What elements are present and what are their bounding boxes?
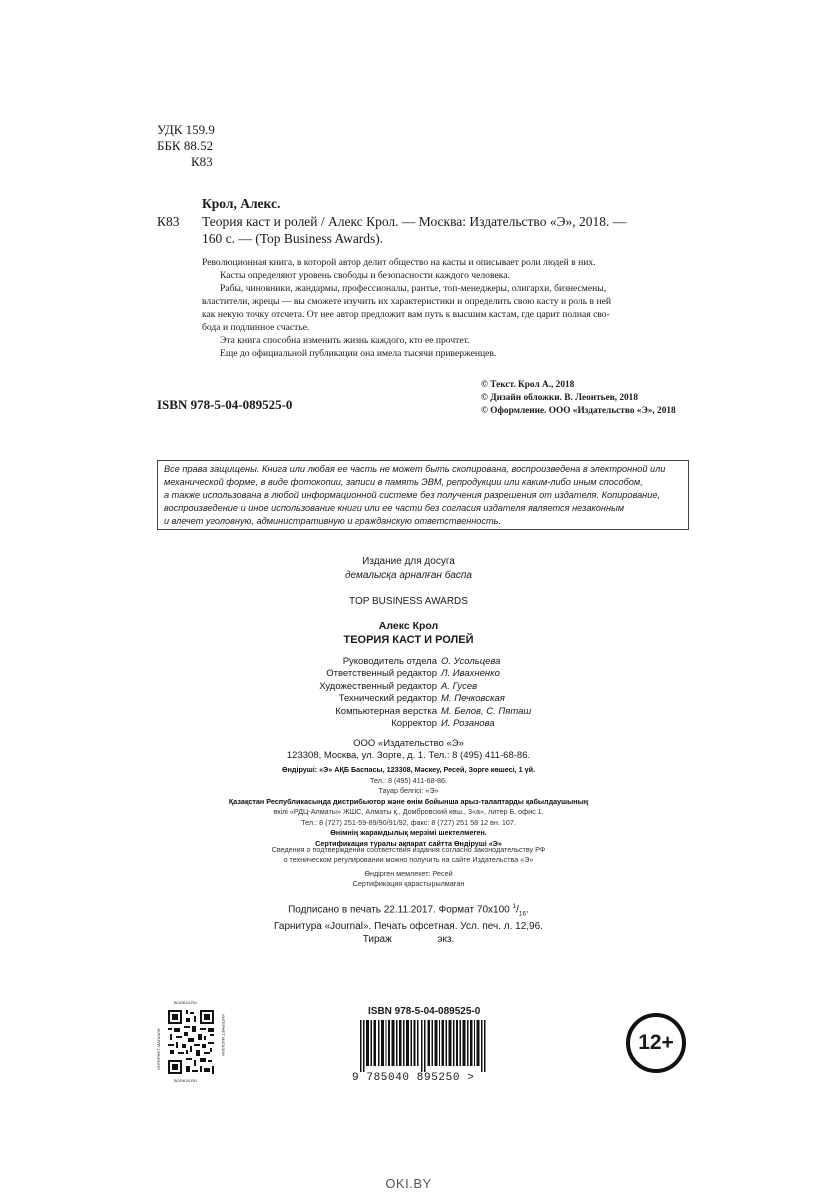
edition-type-ru: Издание для досуга [362,556,455,567]
credit-name: М. Печковская [441,693,505,705]
copyright-design: © Дизайн обложки. В. Леонтьев, 2018 [481,393,638,403]
cert-line: о техническом регулировании можно получить на сайте Издательства «Э» [283,855,534,864]
barcode-digits: 9 785040 895250 > [352,1072,475,1084]
annotation [202,256,690,360]
kz-line: Тел.: 8 (495) 411-68-86. [370,775,447,785]
kz-line: Сертификация туралы ақпарат сайтта Өндіруші «Э» [315,838,502,848]
credit-name: Л. Ивахненко [441,668,500,680]
print-signed: Подписано в печать 22.11.2017. Формат 70x100 [288,904,510,916]
publisher-block [0,738,817,763]
annotation-line: Еще до официальной публикации она имела тысячи приверженцев. [220,348,497,359]
certification-info [0,845,817,865]
kazakh-info-block [0,765,817,849]
print-info [0,900,817,946]
qr-code-icon [166,1008,216,1076]
origin-line: Өндірген мемлекет: Ресей [364,869,453,878]
credit-row [0,668,817,680]
series-name: TOP BUSINESS AWARDS [349,596,468,607]
bibliography-line-2: 160 с. — (Top Business Awards). [202,231,384,246]
qr-label-left: ИНТЕРНЕТ-МАГАЗИН [156,1028,161,1070]
kz-line: Тауар белгісі: «Э» [378,786,439,795]
credit-role: Ответственный редактор [326,668,437,680]
origin-info [0,869,817,889]
classification-block [157,122,215,170]
rights-line: механической форме, в виде фотокопии, записи в память ЭВМ, репродукции или каким-либо иным способом, [164,477,643,487]
typeface-line: Гарнитура «Journal». Печать офсетная. Усл. печ. л. 12,96. [274,921,543,933]
publisher-address: 123308, Москва, ул. Зорге, д. 1. Тел.: 8 (495) 411-68-86. [286,750,531,762]
copyright-text: © Текст. Крол А., 2018 [481,380,575,390]
cert-line: Сведения о подтверждении соответствия издания согласно законодательству РФ [271,845,546,854]
kz-line: Қазақстан Республикасында дистрибьютор және өнім бойынша арыз-талаптарды қабылдаушының [228,796,589,806]
format-denominator: 16 [518,910,527,918]
credit-role: Художественный редактор [319,680,437,692]
author-sign: К83 [191,154,213,169]
credit-row [0,656,817,668]
print-signed-line: Подписано в печать 22.11.2017. Формат 70x100 $^1/_{16}$. [288,903,529,918]
credit-name: А. Гусев [441,680,478,692]
credit-name: М. Белов, С. Пяташ [441,705,532,717]
circulation-unit: экз. [437,934,455,946]
credit-row [0,693,817,705]
annotation-line: Революционная книга, в которой автор делит общество на касты и описывает роли людей в них. [202,257,596,268]
barcode-isbn: ISBN 978-5-04-089525-0 [368,1006,481,1017]
annotation-line: Рабы, чиновники, жандармы, профессионалы, рантье, топ-менеджеры, олигархи, бизнесмены, [220,283,607,294]
bibliography-line-1: Теория каст и ролей / Алекс Крол. — Москва: Издательство «Э», 2018. — [202,214,627,229]
credit-name: И. Розанова [441,718,495,730]
rights-line: а также использована в любой информационной системе без получения разрешения от издателя. Копирование, [164,490,661,500]
annotation-line: как некую точку отсчета. От нее автор предложит вам путь к высшим кастам, где царит полная сво- [202,309,610,320]
credit-role: Компьютерная верстка [335,705,437,717]
kz-line: Тел.: 8 (727) 251-59-89/90/91/92, факс: 8 (727) 251 58 12 вн. 107. [301,817,516,827]
credit-row [0,681,817,693]
bibliography-author-sign: К83 [157,214,180,229]
circulation-label: Тираж [362,934,392,946]
barcode-block [352,1006,500,1088]
kz-line: Өндіруші: «Э» АҚБ Баспасы, 123308, Мәскеу, Ресей, Зорге көшесі, 1 үй. [281,765,536,774]
rights-line: и влечет уголовную, административную и гражданскую ответственность. [164,516,502,526]
isbn: ISBN 978-5-04-089525-0 [157,397,293,412]
book-title: ТЕОРИЯ КАСТ И РОЛЕЙ [343,634,474,646]
kz-line: Өнімнің жарамдылық мерзімі шектелмеген. [330,828,487,837]
qr-label-bottom: BOOK24.RU [174,1078,197,1083]
credit-name: О. Усольцева [441,656,501,667]
bbk-code: ББК 88.52 [157,138,214,153]
qr-label-right: ИНТЕРНЕТ-МАГАЗИН [221,1014,226,1056]
rights-notice-box [157,460,689,530]
format-numerator: 1 [512,903,517,910]
barcode-icon [360,1020,490,1072]
credit-role: Корректор [391,718,437,730]
rights-line: воспроизведение и иное использование книги или ее части без согласия издателя является незаконным [164,503,625,513]
annotation-line: Касты определяют уровень свободы и безопасности каждого человека. [220,270,510,281]
age-rating-badge: 12+ [626,1013,686,1073]
annotation-line: властители, жрецы — вы сможете изучить их характеристики и определить свою касту и роль в ней [202,296,611,307]
annotation-line: Эта книга способна изменить жизнь каждого, кто ее прочтет. [220,335,470,346]
circulation-line [0,933,817,946]
qr-code-block [156,1000,224,1084]
annotation-line: бода и подлинное счастье. [202,322,310,333]
edition-type-kz: демалысқа арналған баспа [345,570,472,581]
credits-list [0,656,817,730]
credit-role: Технический редактор [338,693,437,705]
udk-code: УДК 159.9 [157,122,215,137]
watermark: OKI.BY [385,1176,432,1191]
kz-line: өкілі «РДЦ-Алматы» ЖШС, Алматы қ., Домбровский көш., 3«а», литер Б, офис 1. [273,807,544,816]
copyrights [481,379,676,418]
credit-row [0,718,817,730]
qr-label-top: BOOK24.RU [174,1000,197,1005]
credit-role: Руководитель отдела [342,656,437,667]
publisher-name: ООО «Издательство «Э» [353,738,464,749]
bibliography-author: Крол, Алекс. [202,196,281,211]
origin-line: Сертификация қарастырылмаған [352,879,465,888]
rights-line: Все права защищены. Книга или любая ее часть не может быть скопирована, воспроизведена в электронной или [164,464,666,474]
copyright-layout: © Оформление. ООО «Издательство «Э», 2018 [481,406,676,416]
credit-row [0,706,817,718]
book-author: Алекс Крол [378,620,439,632]
